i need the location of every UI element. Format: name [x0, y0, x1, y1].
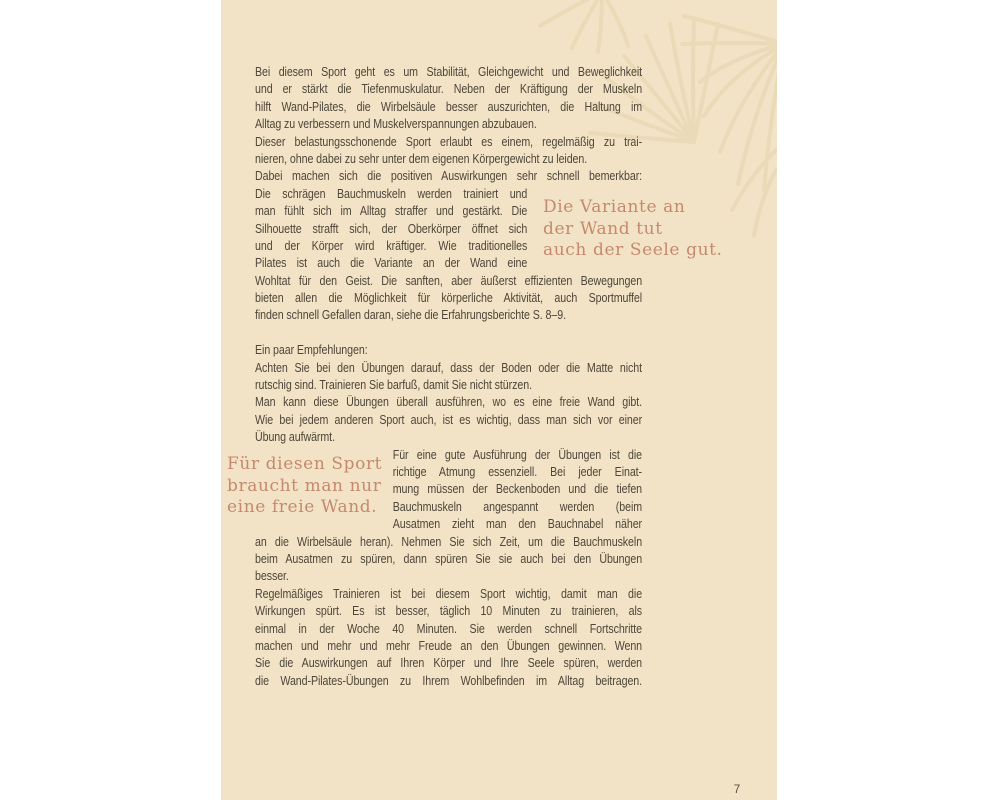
body-text-line: besser.: [255, 568, 289, 584]
body-text-line: Alltag zu verbessern und Muskelverspannungen abzubauen.: [255, 116, 537, 132]
body-text-line: hilft Wand-Pilates, die Wirbelsäule besser auszurichten, die Haltung im: [255, 98, 643, 114]
body-text-line: Pilates ist auch die Variante an der Wand eine: [255, 255, 528, 271]
pull-quote-right: [543, 197, 723, 262]
body-text-line: Wirkungen spürt. Es ist besser, täglich 10 Minuten zu trainieren, als: [255, 603, 643, 619]
pull-quote-left: [227, 454, 382, 519]
body-text-line: Bei diesem Sport geht es um Stabilität, Gleichgewicht und Beweglichkeit: [255, 64, 643, 79]
body-text-line: man fühlt sich im Alltag straffer und gestärkt. Die: [255, 203, 528, 219]
body-text-line: und er stärkt die Tiefenmuskulatur. Neben der Kräftigung der Muskeln: [255, 81, 643, 97]
body-text-line: mung müssen der Beckenboden und die tiefen: [392, 481, 643, 497]
body-text-line: Regelmäßiges Trainieren ist bei diesem Sport wichtig, damit man die: [255, 585, 643, 601]
body-text-line: die Wand-Pilates-Übungen zu Ihrem Wohlbefinden im Alltag beitragen.: [255, 672, 643, 688]
body-text-line: richtige Atmung essenziell. Bei jeder Einat-: [392, 463, 643, 479]
body-text-line: Ein paar Empfehlungen:: [255, 342, 368, 358]
body-text-line: Wohltat für den Geist. Die sanften, aber äußerst effizienten Bewegungen: [255, 272, 643, 288]
body-text-line: und der Körper wird kräftiger. Wie traditionelles: [255, 237, 528, 253]
body-text-line: Sie die Auswirkungen auf Ihren Körper und Ihre Seele spüren, werden: [255, 655, 643, 671]
body-text-line: [255, 324, 642, 341]
body-text-line: Silhouette strafft sich, der Oberkörper öffnet sich: [255, 220, 528, 236]
body-text-line: rutschig sind. Trainieren Sie barfuß, damit Sie nicht stürzen.: [255, 377, 532, 393]
pull-quote-line: Für diesen Sport: [227, 454, 383, 474]
body-text-line: bieten allen die Möglichkeit für körperliche Aktivität, auch Sportmuffel: [255, 290, 643, 306]
body-text-line: Für eine gute Ausführung der Übungen ist die: [392, 446, 643, 462]
pull-quote-line: der Wand tut: [543, 218, 663, 239]
body-text-line: Wie bei jedem anderen Sport auch, ist es wichtig, dass man sich vor einer: [255, 411, 643, 427]
body-text-line: einmal in der Woche 40 Minuten. Sie werden schnell Fortschritte: [255, 620, 643, 636]
body-text-line: Die schrägen Bauchmuskeln werden trainiert und: [255, 185, 528, 201]
body-text-line: Achten Sie bei den Übungen darauf, dass der Boden oder die Matte nicht: [255, 359, 643, 375]
body-text-line: Bauchmuskeln angespannt werden (beim: [392, 498, 643, 514]
body-text-line: an die Wirbelsäule heran). Nehmen Sie sich Zeit, um die Bauchmuskeln: [255, 533, 643, 549]
body-text-line: nieren, ohne dabei zu sehr unter dem eigenen Körpergewicht zu leiden.: [255, 150, 588, 166]
page-number: 7: [733, 782, 741, 796]
body-text-line: Ausatmen zieht man den Bauchnabel näher: [392, 516, 643, 532]
pull-quote-line: eine freie Wand.: [227, 497, 378, 518]
pull-quote-line: braucht man nur: [227, 475, 382, 496]
body-text-line: finden schnell Gefallen daran, siehe die Erfahrungsberichte S. 8–9.: [255, 307, 566, 323]
pull-quote-line: Die Variante an: [543, 197, 686, 217]
body-text-line: Übung aufwärmt.: [255, 429, 335, 445]
body-text-line: beim Ausatmen zu spüren, dann spüren Sie sie auch bei den Übungen: [255, 550, 643, 566]
body-text-line: Dieser belastungsschonende Sport erlaubt es einem, regelmäßig zu trai-: [255, 133, 643, 149]
body-text-column: [255, 63, 642, 689]
pull-quote-line: auch der Seele gut.: [543, 240, 723, 261]
book-page: [221, 0, 777, 800]
body-text-line: Dabei machen sich die positiven Auswirkungen sehr schnell bemerkbar:: [255, 168, 643, 184]
body-text-line: machen und mehr und mehr Freude an den Übungen gewinnen. Wenn: [255, 637, 643, 653]
body-text-line: Man kann diese Übungen überall ausführen, wo es eine freie Wand gibt.: [255, 394, 643, 410]
